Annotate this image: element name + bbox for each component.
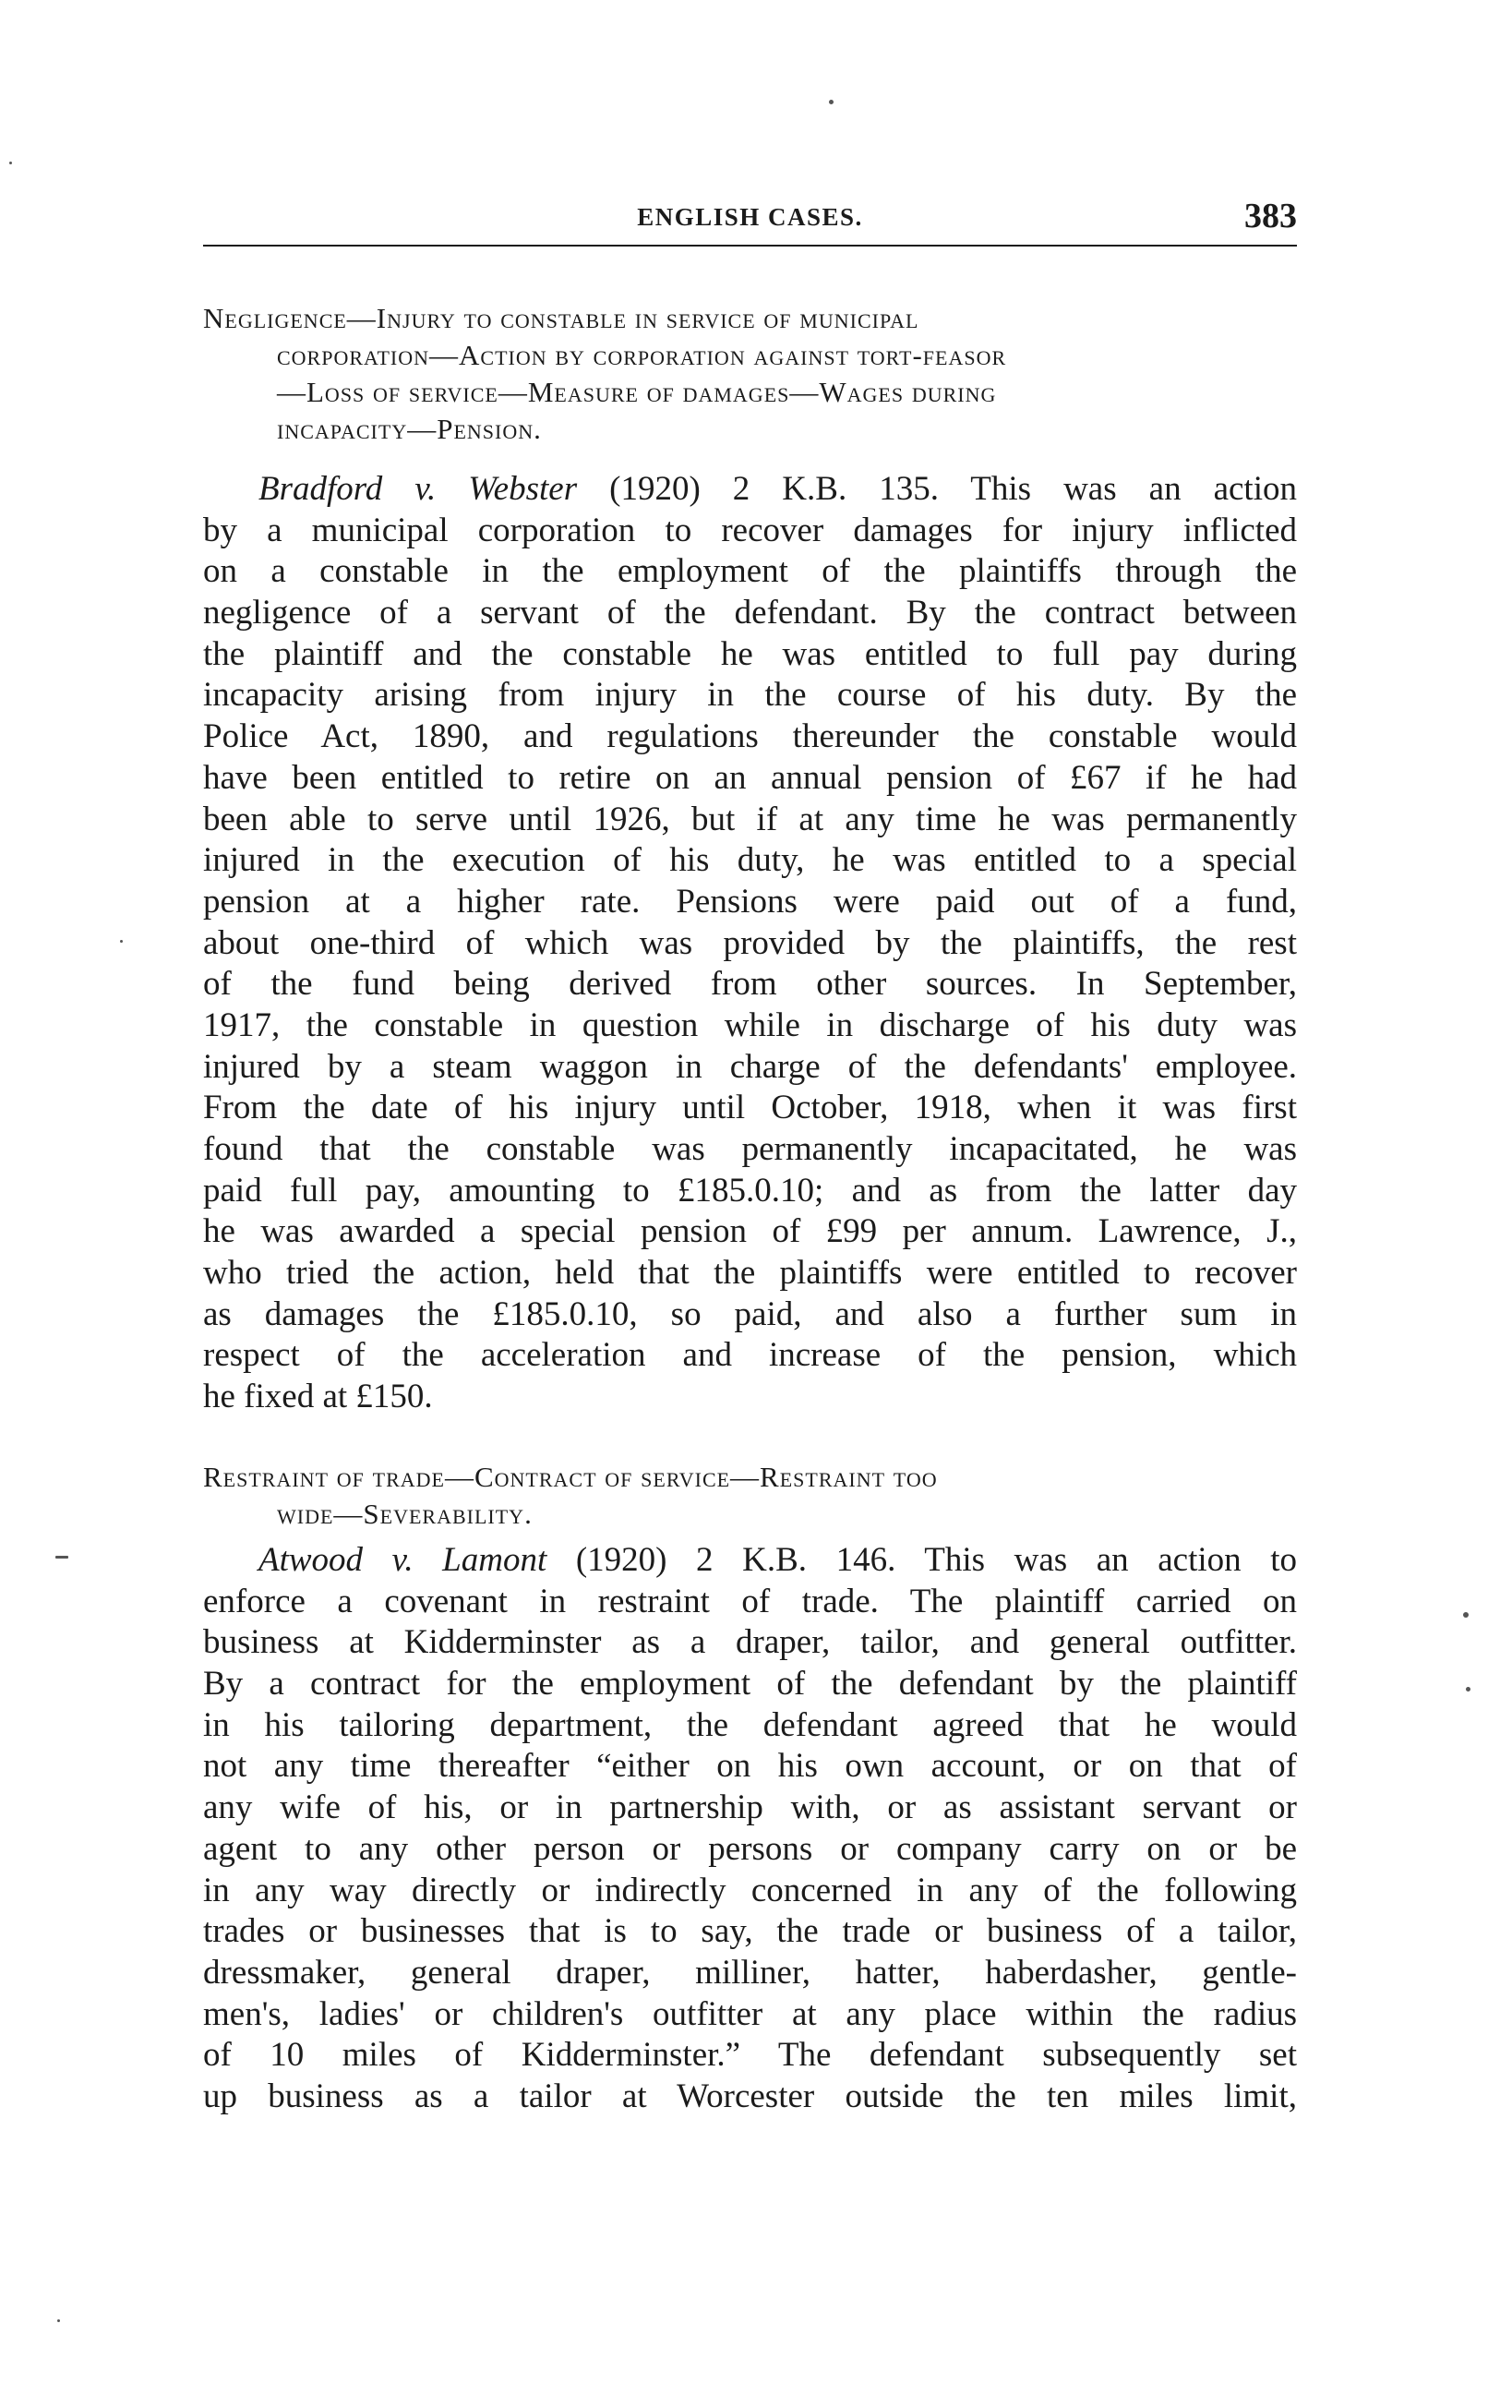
text-line: trades or businesses that is to say, the trade or business of a tailor,	[203, 1912, 1297, 1951]
heading-line: corporation—Action by corporation against tort-feasor	[277, 339, 1007, 371]
page-number: 383	[1244, 197, 1297, 235]
scan-speck	[57, 2319, 60, 2322]
text-line: who tried the action, held that the plaintiffs were entitled to recover	[203, 1254, 1297, 1293]
case-summary-bradford	[203, 469, 1297, 1418]
text-line: he fixed at £150.	[203, 1378, 433, 1416]
scan-speck	[829, 100, 834, 104]
text-line: up business as a tailor at Worcester outside the ten miles limit,	[203, 2077, 1297, 2115]
scan-speck	[1466, 1687, 1470, 1692]
text-line: By a contract for the employment of the defendant by the plaintiff	[203, 1665, 1297, 1704]
text-line: From the date of his injury until October, 1918, when it was first	[203, 1089, 1297, 1127]
text-line: 1917, the constable in question while in discharge of his duty was	[203, 1005, 1297, 1044]
scan-speck	[120, 940, 123, 943]
text-line: been able to serve until 1926, but if at any time he was permanently	[203, 800, 1297, 838]
text-line: enforce a covenant in restraint of trade. The plaintiff carried on	[203, 1582, 1297, 1620]
text-line: incapacity arising from injury in the course of his duty. By the	[203, 676, 1297, 715]
header-rule	[203, 245, 1297, 247]
citation-text: (1920) 2 K.B. 146. This was an action to	[546, 1541, 1297, 1579]
running-title: ENGLISH CASES.	[637, 203, 863, 231]
text-line: business at Kidderminster as a draper, tailor, and general outfitter.	[203, 1623, 1297, 1662]
text-line: of the fund being derived from other sources. In September,	[203, 965, 1297, 1004]
text-line: pension at a higher rate. Pensions were paid out of a fund,	[203, 882, 1297, 921]
scan-speck	[55, 1556, 68, 1559]
text-line: found that the constable was permanently incapacitated, he was	[203, 1130, 1297, 1168]
text-line: in his tailoring department, the defendant agreed that he would	[203, 1705, 1297, 1744]
text-line: on a constable in the employment of the plaintiffs through the	[203, 552, 1297, 591]
citation-text: (1920) 2 K.B. 135. This was an action	[577, 470, 1297, 508]
case-name: Bradford v. Webster	[258, 470, 578, 508]
heading-line: incapacity—Pension.	[277, 413, 542, 445]
text-line: as damages the £185.0.10, so paid, and also a further sum in	[203, 1294, 1297, 1333]
text-line: by a municipal corporation to recover damages for injury inflicted	[203, 511, 1297, 549]
text-line: about one-third of which was provided by the plaintiffs, the rest	[203, 923, 1297, 962]
scan-speck	[1463, 1612, 1469, 1618]
scan-speck	[9, 162, 12, 164]
text-line: of 10 miles of Kidderminster.” The defendant subsequently set	[203, 2036, 1297, 2075]
case-name: Atwood v. Lamont	[258, 1541, 547, 1579]
text-line: negligence of a servant of the defendant. By the contract between	[203, 594, 1297, 632]
heading-line: wide—Severability.	[277, 1498, 533, 1530]
text-line: paid full pay, amounting to £185.0.10; and as from the latter day	[203, 1171, 1297, 1210]
paragraph-first-line	[203, 469, 1297, 511]
case-summary-atwood	[203, 1540, 1297, 2118]
running-head	[203, 194, 1297, 249]
paragraph-first-line	[203, 1540, 1297, 1582]
section-heading-restraint	[203, 1459, 1297, 1533]
text-line: agent to any other person or persons or company carry on or be	[203, 1829, 1297, 1868]
text-line: injured in the execution of his duty, he was entitled to a special	[203, 841, 1297, 880]
heading-line: Restraint of trade—Contract of service—Restraint too	[203, 1461, 938, 1493]
text-line: have been entitled to retire on an annual pension of £67 if he had	[203, 758, 1297, 797]
text-line: respect of the acceleration and increase of the pension, which	[203, 1336, 1297, 1375]
text-line: Police Act, 1890, and regulations thereunder the constable would	[203, 717, 1297, 756]
text-line: dressmaker, general draper, milliner, hatter, haberdasher, gentle-	[203, 1953, 1297, 1992]
section-heading-negligence	[203, 300, 1297, 448]
heading-line: —Loss of service—Measure of damages—Wages during	[277, 376, 997, 408]
text-line: he was awarded a special pension of £99 per annum. Lawrence, J.,	[203, 1212, 1297, 1251]
text-line: the plaintiff and the constable he was entitled to full pay during	[203, 634, 1297, 673]
text-line: men's, ladies' or children's outfitter at any place within the radius	[203, 1994, 1297, 2033]
heading-line: Negligence—Injury to constable in service of municipal	[203, 302, 919, 334]
text-line: injured by a steam waggon in charge of the defendants' employee.	[203, 1047, 1297, 1086]
text-line: not any time thereafter “either on his own account, or on that of	[203, 1747, 1297, 1786]
text-line: any wife of his, or in partnership with, or as assistant servant or	[203, 1788, 1297, 1827]
text-line: in any way directly or indirectly concerned in any of the following	[203, 1871, 1297, 1909]
